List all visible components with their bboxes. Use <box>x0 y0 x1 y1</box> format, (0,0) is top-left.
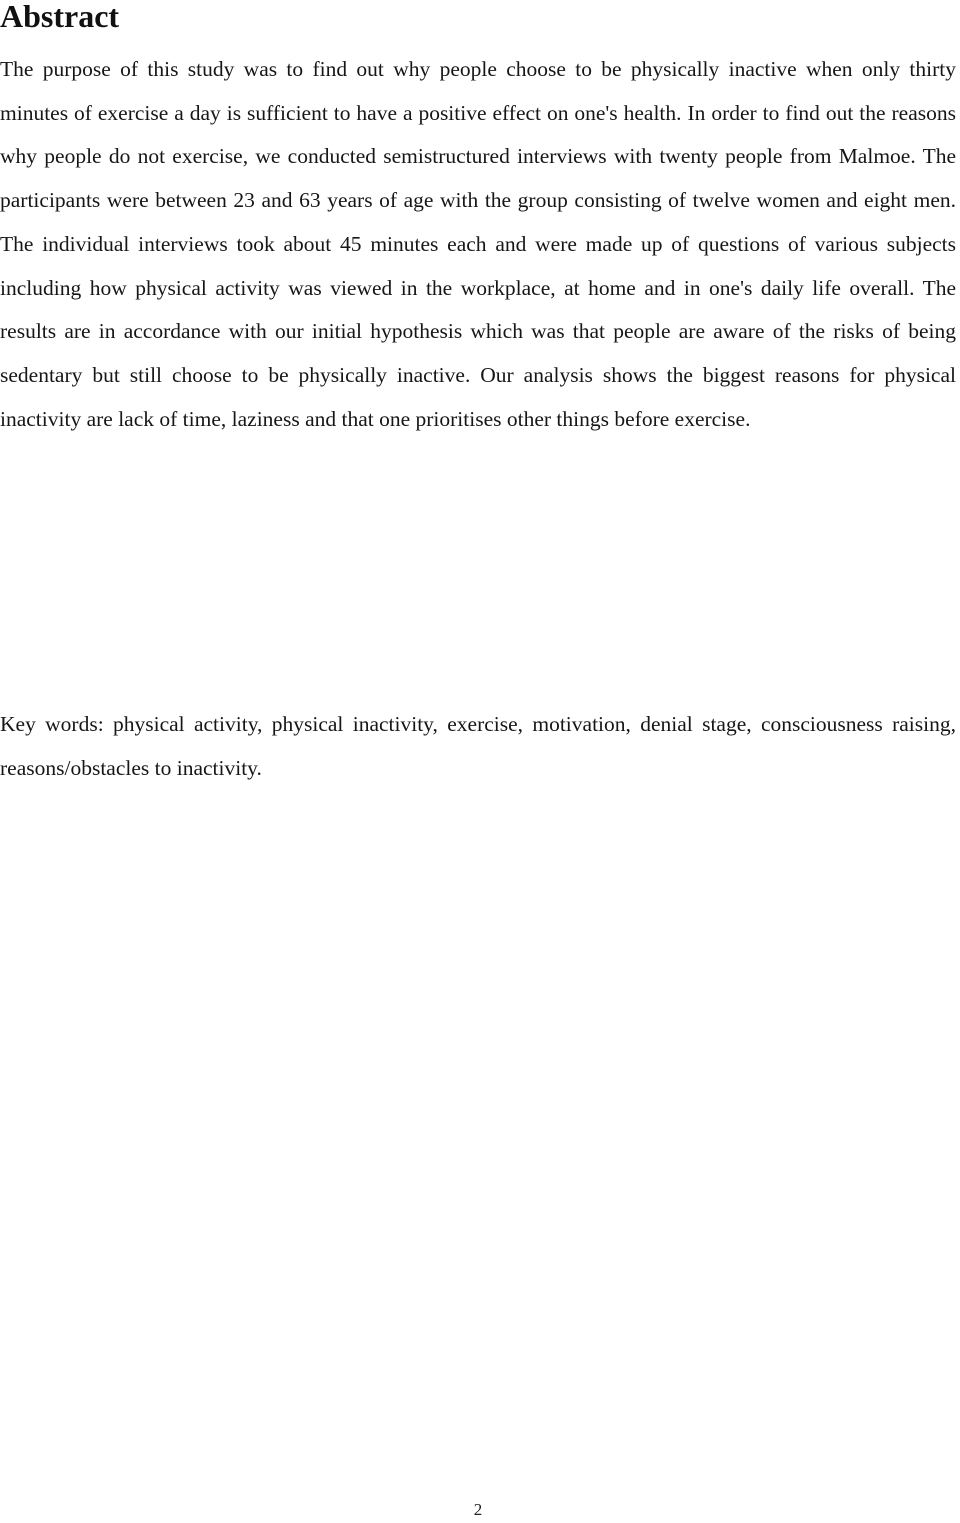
abstract-paragraph: The purpose of this study was to find out why people choose to be physically inactive when only thirty minutes of exercise a day is sufficient to have a positive effect on one's health. In order to find out the reasons why people do not exercise, we conducted semistructured interviews with twenty people from Malmoe. The participants were between 23 and 63 years of age with the group consisting of twelve women and eight men. The individual interviews took about 45 minutes each and were made up of questions of various subjects including how physical activity was viewed in the workplace, at home and in one's daily life overall. The results are in accordance with our initial hypothesis which was that people are aware of the risks of being sedentary but still choose to be physically inactive. Our analysis shows the biggest reasons for physical inactivity are lack of time, laziness and that one prioritises other things before exercise. <box>0 57 956 431</box>
abstract-heading: Abstract <box>0 0 120 34</box>
keywords-paragraph: Key words: physical activity, physical inactivity, exercise, motivation, denial stage, consciousness raising, reasons/obstacles to inactivity. <box>0 712 956 780</box>
page-number: 2 <box>473 1500 483 1519</box>
